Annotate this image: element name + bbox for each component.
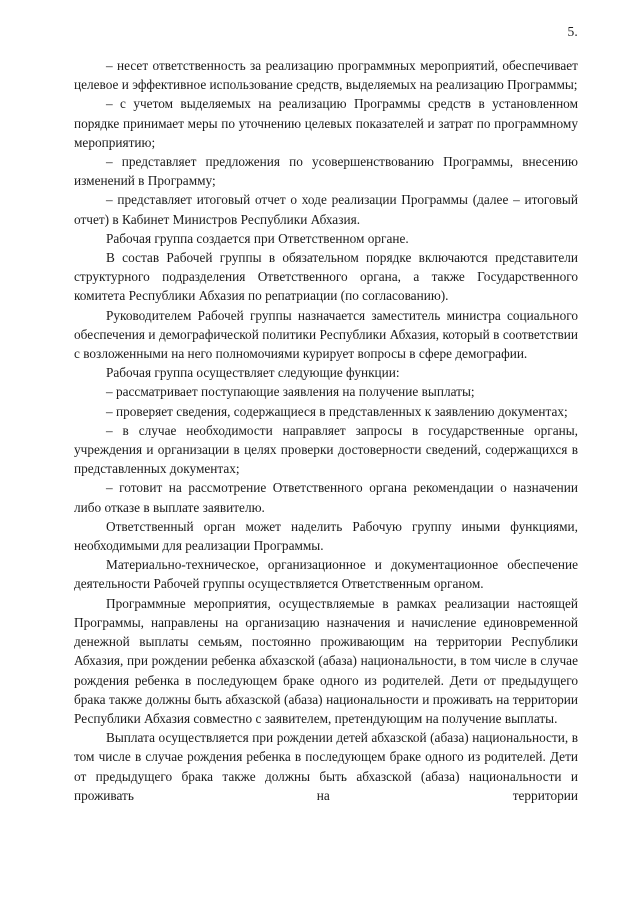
paragraph: – в случае необходимости направляет запросы в государственные органы, учреждения и организации в целях проверки достоверности сведений, содержащихся в представленных документах; (74, 422, 578, 477)
paragraph: Рабочая группа осуществляет следующие функции: (106, 365, 400, 381)
paragraph: – с учетом выделяемых на реализацию Программы средств в установленном порядке принимает меры по уточнению целевых показателей и затрат по программному мероприятию; (74, 96, 578, 150)
paragraph: – представляет предложения по усовершенствованию Программы, внесению изменений в Программу; (74, 154, 578, 189)
paragraph: Программные мероприятия, осуществляемые в рамках реализации настоящей Программы, направлены на организацию назначения и начисление единовременной денежной выплаты семьям, постоянно проживающим на территории Республики Абхазия, при рождении ребенка абхазской (абаза) национальности, в том числе в случае рождения ребенка в последующем браке одного из родителей. Дети от предыдущего брака также должны быть абхазской (абаза) национальности и проживать на территории Республики Абхазия совместно с заявителем, претендующим на получение выплаты. (74, 595, 578, 726)
page-number: 5. (567, 24, 578, 39)
paragraph: – представляет итоговый отчет о ходе реализации Программы (далее – итоговый отчет) в Кабинет Министров Республики Абхазия. (74, 192, 578, 227)
paragraph: Руководителем Рабочей группы назначается заместитель министра социального обеспечения и демографической политики Республики Абхазия, который в соответствии с возложенными на него полномочиями курирует вопросы в сфере демографии. (74, 307, 578, 362)
paragraph: В состав Рабочей группы в обязательном порядке включаются представители структурного подразделения Ответственного органа, а также Государственного комитета Республики Абхазия по репатриации (по согласованию). (74, 250, 578, 304)
paragraph: Ответственный орган может наделить Рабочую группу иными функциями, необходимыми для реализации Программы. (74, 518, 578, 554)
document-body (74, 56, 578, 824)
paragraph: – рассматривает поступающие заявления на получение выплаты; (106, 384, 475, 400)
paragraph: – готовит на рассмотрение Ответственного органа рекомендации о назначении либо отказе в выплате заявителю. (74, 480, 578, 515)
paragraph: – проверяет сведения, содержащиеся в представленных к заявлению документах; (106, 403, 568, 419)
paragraph: Материально-техническое, организационное и документационное обеспечение деятельности Рабочей группы осуществляется Ответственным органом. (74, 557, 578, 592)
paragraph: Выплата осуществляется при рождении детей абхазской (абаза) национальности, в том числе в случае рождения ребенка в последующем браке одного из родителей. Дети от предыдущего брака также должны быть абхазской (абаза) национальности и проживать на территории (74, 730, 578, 803)
paragraph: – несет ответственность за реализацию программных мероприятий, обеспечивает целевое и эффективное использование средств, выделяемых на реализацию Программы; (74, 58, 578, 93)
paragraph: Рабочая группа создается при Ответственном органе. (106, 230, 409, 246)
